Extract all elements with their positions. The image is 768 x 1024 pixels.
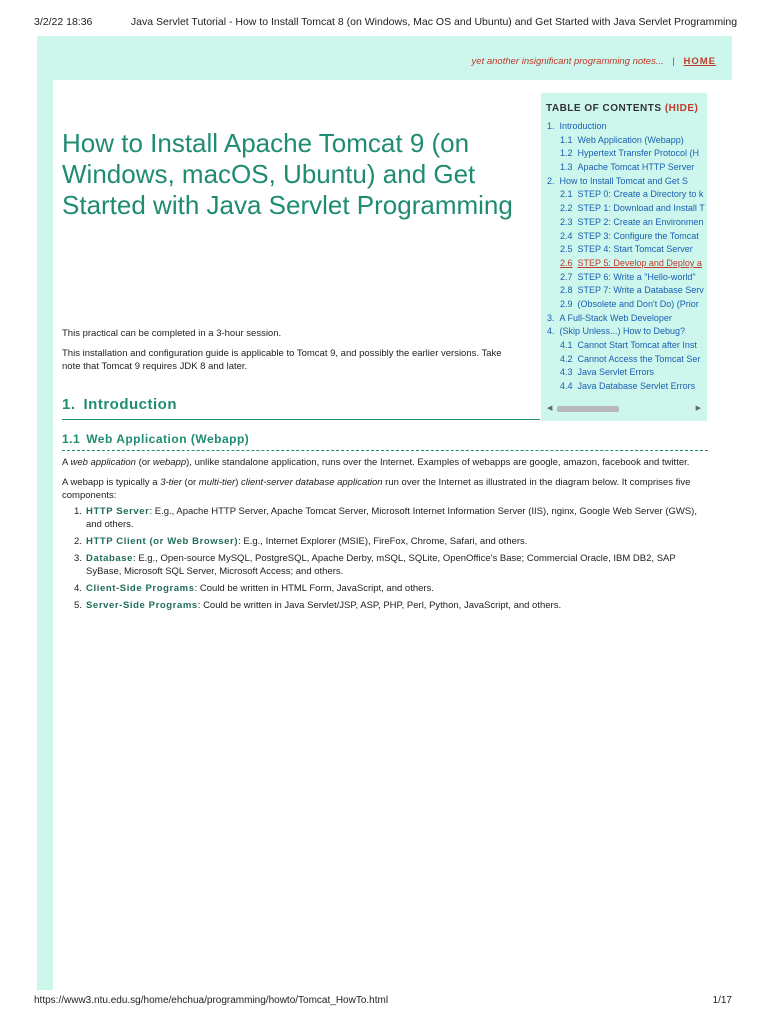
toc-item-label: Web Application (Webapp) — [577, 134, 684, 145]
term-web-application: web application — [70, 457, 136, 468]
toc-item[interactable] — [541, 271, 707, 285]
toc-item-number: 4.4 — [560, 381, 573, 392]
toc-item-link[interactable] — [560, 285, 704, 295]
toc-item-link[interactable] — [560, 381, 695, 391]
toc-horizontal-scrollbar[interactable] — [545, 404, 703, 413]
toc-item-link[interactable] — [560, 367, 654, 377]
toc-item-number: 2.4 — [560, 230, 573, 241]
toc-item[interactable] — [541, 325, 707, 339]
webapp-definition — [62, 456, 708, 469]
toc-item-label: Cannot Access the Tomcat Ser — [577, 353, 701, 364]
toc-item[interactable] — [541, 380, 707, 394]
toc-item[interactable] — [541, 161, 707, 175]
toc-item-number: 2.6 — [560, 257, 573, 268]
toc-item-link[interactable] — [547, 121, 607, 131]
toc-item-number: 2. — [547, 175, 555, 186]
toc-item-label: Introduction — [559, 121, 607, 131]
tagline-text: yet another insignificant programming notes... — [471, 56, 664, 67]
toc-item-number: 4.1 — [560, 340, 573, 350]
toc-item[interactable] — [541, 134, 707, 148]
toc-item-label: Java Database Servlet Errors — [577, 381, 696, 392]
component-term: Server-Side Programs — [86, 600, 198, 611]
toc-item-number: 2.1 — [560, 189, 573, 200]
toc-item-number: 2.2 — [560, 203, 573, 214]
print-header — [34, 16, 738, 28]
toc-item-link[interactable] — [560, 148, 699, 158]
toc-item[interactable] — [541, 230, 707, 244]
toc-item-label: Hypertext Transfer Protocol (H — [577, 148, 700, 159]
toc-item[interactable] — [541, 298, 707, 312]
toc-item-label: STEP 6: Write a "Hello-world" — [577, 271, 696, 282]
site-tagline — [472, 56, 716, 67]
toc-item-link[interactable] — [560, 244, 693, 254]
toc-item[interactable] — [541, 257, 707, 271]
toc-item-number: 4.3 — [560, 367, 573, 378]
toc-item[interactable] — [541, 120, 707, 134]
toc-item-label: STEP 7: Write a Database Serv — [577, 285, 704, 296]
home-link[interactable]: HOME — [683, 56, 716, 67]
toc-item-number: 1. — [547, 121, 555, 131]
print-doc-title: Java Servlet Tutorial - How to Install Tomcat 8 (on Windows, Mac OS and Ubuntu) and Get Started with Java Servlet Programming — [130, 16, 738, 28]
text-run: run over the Internet as illustrated in the diagram below. It comprises five components: — [62, 477, 691, 501]
toc-item-number: 2.9 — [560, 298, 573, 309]
component-description: : Could be written in HTML Form, JavaScript, and others. — [194, 583, 434, 594]
toc-item[interactable] — [541, 339, 707, 353]
toc-item[interactable] — [541, 366, 707, 380]
toc-item-link[interactable] — [560, 231, 699, 241]
component-term: HTTP Client (or Web Browser) — [86, 536, 239, 547]
toc-item-number: 2.3 — [560, 216, 573, 227]
table-of-contents — [541, 93, 707, 421]
toc-item-number: 4. — [547, 326, 555, 337]
component-description: : E.g., Open-source MySQL, PostgreSQL, Apache Derby, mSQL, SQLite, OpenOffice's Base; Commercial Oracle, IBM DB2, SAP SyBase, Microsoft SQL Server, Microsoft Access; and others. — [86, 553, 676, 577]
text-run: ) — [235, 477, 242, 488]
list-item — [62, 535, 708, 548]
toc-heading — [546, 103, 698, 114]
text-run: A — [62, 457, 71, 468]
components-list — [62, 505, 708, 616]
text-run: ), unlike standalone application, runs over the Internet. Examples of webapps are google, amazon, facebook and twitter. — [186, 457, 690, 468]
toc-item[interactable] — [541, 202, 707, 216]
subsection-title: Web Application (Webapp) — [86, 432, 250, 446]
print-page-number: 1/17 — [712, 995, 732, 1006]
toc-item-label: (Skip Unless...) How to Debug? — [559, 326, 686, 337]
scroll-thumb[interactable] — [557, 406, 619, 412]
toc-item-number: 1.3 — [560, 162, 573, 173]
scroll-right-icon[interactable]: ▶ — [695, 405, 701, 412]
component-description: : E.g., Apache HTTP Server, Apache Tomcat Server, Microsoft Internet Information Server (IIS), nginx, Google Web Server (GWS), and others. — [86, 506, 697, 530]
list-item-number: 2. — [74, 536, 82, 547]
list-item-number: 1. — [74, 506, 82, 517]
toc-list — [541, 120, 707, 394]
toc-item-link[interactable] — [547, 176, 688, 186]
subsection-number: 1.1 — [62, 432, 81, 446]
toc-item-label: STEP 3: Configure the Tomcat — [577, 230, 699, 241]
term-webapp: webapp — [152, 457, 187, 468]
webapp-architecture — [62, 476, 708, 502]
toc-item[interactable] — [541, 175, 707, 189]
toc-item-label: STEP 4: Start Tomcat Server — [577, 244, 693, 255]
toc-item-link[interactable] — [560, 258, 702, 268]
component-term: Client-Side Programs — [86, 583, 195, 594]
toc-item-label: STEP 5: Develop and Deploy a — [577, 257, 702, 268]
term-client-server: client-server database application — [241, 477, 383, 488]
toc-item-number: 1.2 — [560, 148, 573, 159]
list-item-number: 4. — [74, 583, 82, 594]
list-item — [62, 505, 708, 531]
section-heading-introduction — [62, 396, 540, 420]
toc-item[interactable] — [541, 243, 707, 257]
toc-heading-label: TABLE OF CONTENTS — [546, 103, 662, 114]
session-note: This practical can be completed in a 3-hour session. — [62, 328, 282, 339]
toc-item[interactable] — [541, 188, 707, 202]
toc-item-link[interactable] — [560, 203, 705, 213]
toc-hide-link[interactable]: (HIDE) — [664, 103, 699, 114]
term-3-tier: 3-tier — [160, 477, 182, 488]
component-term: HTTP Server — [86, 506, 150, 517]
list-item-number: 5. — [74, 600, 82, 611]
applicability-note: This installation and configuration guide is applicable to Tomcat 9, and possibly the earlier versions. Take note that Tomcat 9 requires JDK 8 and later. — [62, 348, 502, 372]
toc-item-label: STEP 1: Download and Install T — [577, 203, 705, 214]
toc-item-link[interactable] — [547, 326, 685, 336]
list-item — [62, 599, 708, 612]
toc-item-link[interactable] — [547, 313, 672, 323]
toc-item-link[interactable] — [560, 162, 694, 172]
print-url: https://www3.ntu.edu.sg/home/ehchua/programming/howto/Tomcat_HowTo.html — [34, 995, 389, 1006]
toc-item-label: STEP 2: Create an Environmen — [577, 216, 704, 227]
toc-item[interactable] — [541, 147, 707, 161]
list-item-number: 3. — [74, 553, 82, 564]
section-title: Introduction — [83, 396, 177, 413]
list-item — [62, 552, 708, 578]
toc-item-link[interactable] — [560, 340, 697, 350]
toc-item-number: 4.2 — [560, 353, 573, 364]
toc-item-label: Apache Tomcat HTTP Server — [577, 162, 695, 173]
toc-item-label: Java Servlet Errors — [577, 367, 655, 378]
component-description: : Could be written in Java Servlet/JSP, ASP, PHP, Perl, Python, JavaScript, and others. — [197, 600, 562, 611]
subsection-heading-webapp — [62, 432, 708, 451]
toc-item-link[interactable] — [560, 272, 696, 282]
section-number: 1. — [62, 396, 76, 413]
toc-item-link[interactable] — [560, 135, 684, 145]
component-description: : E.g., Internet Explorer (MSIE), FireFox, Chrome, Safari, and others. — [238, 536, 528, 547]
toc-item-link[interactable] — [560, 217, 703, 227]
text-run: A webapp is typically a — [62, 477, 161, 488]
toc-item-link[interactable] — [560, 189, 703, 199]
component-term: Database — [86, 553, 134, 564]
page-title: How to Install Apache Tomcat 9 (on Windows, macOS, Ubuntu) and Get Started with Java Servlet Programming — [62, 128, 513, 220]
print-footer — [34, 995, 732, 1006]
toc-item[interactable] — [541, 353, 707, 367]
toc-item-link[interactable] — [560, 354, 700, 364]
print-timestamp: 3/2/22 18:36 — [34, 16, 93, 28]
top-strip — [37, 36, 732, 80]
toc-item[interactable] — [541, 312, 707, 326]
toc-item-label: How to Install Tomcat and Get S — [559, 175, 688, 186]
toc-item-label: (Obsolete and Don't Do) (Prior — [577, 298, 699, 309]
text-run: (or — [181, 477, 199, 488]
text-run: (or — [135, 457, 153, 468]
toc-item-number: 2.7 — [560, 271, 573, 282]
toc-item-label: Cannot Start Tomcat after Inst — [577, 340, 697, 350]
toc-item-number: 1.1 — [560, 134, 573, 145]
toc-item[interactable] — [541, 284, 707, 298]
toc-item-label: A Full-Stack Web Developer — [559, 312, 672, 323]
toc-item-number: 3. — [547, 312, 555, 323]
tagline-separator: | — [672, 56, 675, 67]
term-multi-tier: multi-tier — [198, 477, 236, 488]
toc-item-number: 2.5 — [560, 244, 573, 255]
toc-item[interactable] — [541, 216, 707, 230]
list-item — [62, 582, 708, 595]
toc-item-number: 2.8 — [560, 285, 573, 296]
toc-item-link[interactable] — [560, 299, 699, 309]
scroll-left-icon[interactable]: ◀ — [547, 405, 553, 412]
toc-item-label: STEP 0: Create a Directory to k — [577, 189, 704, 200]
